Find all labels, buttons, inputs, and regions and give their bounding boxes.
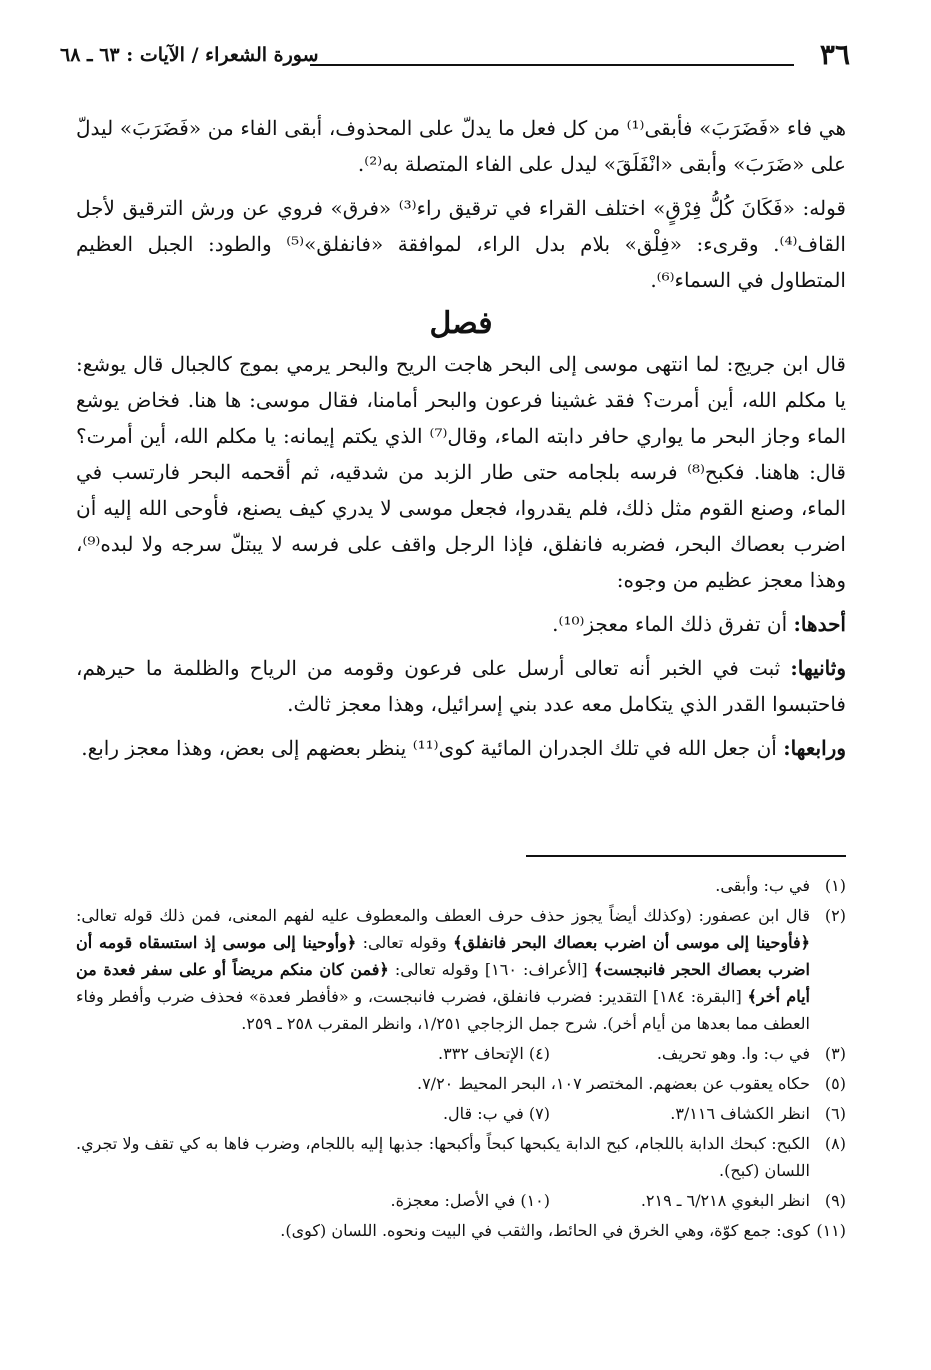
point-label-4: ورابعها: [783, 736, 846, 760]
footnote-number: (٤) [528, 1044, 550, 1063]
footnote-pair [76, 1100, 810, 1127]
footnote-text: في ب: وا. وهو تحريف. [656, 1044, 810, 1063]
footnote-text: الكبح: كبحك الدابة باللجام، كبح الدابة يكبحها كبحاً وأكبحها: جذبها إليه باللجام، وضرب فاها به كي تقف ولا تجري. اللسان (كبح). [76, 1134, 810, 1180]
footnote-text: الإتحاف ٣٣٢. [438, 1044, 524, 1063]
footnote-number: (٥) [824, 1074, 846, 1093]
paragraph-4 [76, 606, 846, 642]
footnote-8 [76, 1130, 846, 1184]
point-label-1: أحدها: [793, 612, 846, 636]
footnote-text: في ب: قال. [442, 1104, 524, 1123]
footnote-text-part: [البقرة: ١٨٤] التقدير: فضرب فانفلق، فضرب فانبجست، و «فأفطر فعدة» فحذف ضرب وأفطر وفاء العطف مما بعدها من أيام أخر). شرح جمل الزجاجي ١/٢٥١، وانظر المقرب ٢٥٨ ـ ٢٥٩. [76, 987, 810, 1033]
footnote-number: (٦) [824, 1104, 846, 1123]
quran-quote: ﴿فأوحينا إلى موسى أن اضرب بعصاك البحر فانفلق﴾ [453, 933, 811, 952]
footnote-number: (٢) [824, 906, 846, 925]
footnote-6-7 [76, 1100, 846, 1127]
paragraph-5 [76, 650, 846, 722]
footnote-number: (٩) [824, 1191, 846, 1210]
footnote-text: في الأصل: معجزة. [390, 1191, 516, 1210]
point-text-4: أن جعل الله في تلك الجدران المائية كوى⁽¹¹⁾ ينظر بعضهم إلى بعض، وهذا معجز رابع. [81, 736, 784, 760]
footnote-separator [526, 855, 846, 857]
footnote-text: حكاه يعقوب عن بعضهم. المختصر ١٠٧، البحر المحيط ٧/٢٠. [416, 1074, 810, 1093]
footnote-pair [76, 1040, 810, 1067]
footnote-number: (١١) [816, 1221, 846, 1240]
quran-quote: ﴿وأوحينا إلى موسى إذ استسقاه قومه أن اضرب بعصاك الحجر فانبجست﴾ [76, 933, 811, 979]
footnote-number: (٣) [824, 1044, 846, 1063]
footnote-number: (١٠) [520, 1191, 550, 1210]
footnote-text [76, 902, 810, 1037]
quran-quote: ﴿فمن كان منكم مريضاً أو على سفر فعدة من أيام أخر﴾ [76, 960, 810, 1006]
footnote-number: (٧) [528, 1104, 550, 1123]
footnote-text: كوى: جمع كوّة، وهي الخرق في الحائط، والثقب في البيت ونحوه. اللسان (كوى). [280, 1221, 810, 1240]
page-number: ٣٦ [819, 38, 850, 71]
footnotes [76, 872, 846, 1247]
point-text-1: أن تفرق ذلك الماء معجز⁽¹⁰⁾. [552, 612, 794, 636]
footnote-1 [76, 872, 846, 899]
header-rule [310, 64, 794, 66]
footnote-pair [76, 1187, 810, 1214]
paragraph-2: قوله: «فَكَانَ كُلُّ فِرْقٍ» اختلف القراء في ترقيق راء⁽³⁾ «فرق» فروي عن ورش الترقيق لأجل القاف⁽⁴⁾. وقرىء: «فِلْق» بلام بدل الراء، لموافقة «فانفلق»⁽⁵⁾ والطود: الجبل العظيم المتطاول في السماء⁽⁶⁾. [76, 196, 846, 292]
footnote-text-part: [الأعراف: ١٦٠] وقوله تعالى: [388, 960, 594, 979]
footnote-3-4 [76, 1040, 846, 1067]
footnote-text: انظر البغوي ٦/٢١٨ ـ ٢١٩. [640, 1191, 810, 1210]
footnote-text: في ب: وأبقى. [715, 876, 810, 895]
main-text [76, 110, 846, 774]
page-header [60, 38, 850, 72]
footnote-number: (١) [824, 876, 846, 895]
footnote-text-part: وقوله تعالى: [356, 933, 454, 952]
footnote-text-part: قال ابن عصفور: (وكذلك أيضاً يجوز حذف حرف العطف والمعطوف عليه لفهم المعنى، فمن ذلك قوله تعالى: [76, 906, 810, 925]
point-label-2: وثانيها: [790, 656, 846, 680]
section-heading: فصل [429, 306, 493, 341]
paragraph-6 [76, 730, 846, 766]
footnote-9-10 [76, 1187, 846, 1214]
footnote-text: انظر الكشاف ٣/١١٦. [670, 1104, 810, 1123]
paragraph-1: هي فاء «فَضَرَبَ» فأبقى⁽¹⁾ من كل فعل ما يدلّ على المحذوف، أبقى الفاء من «فَضَرَبَ» ليدلّ على «ضَرَبَ» وأبقى «انْفَلَقَ» ليدل على الفاء المتصلة به⁽²⁾. [76, 116, 846, 176]
footnote-2 [76, 902, 846, 1037]
running-title: سورة الشعراء / الآيات : ٦٣ ـ ٦٨ [60, 44, 319, 66]
paragraph-3: قال ابن جريج: لما انتهى موسى إلى البحر هاجت الريح والبحر يرمي بموج كالجبال قال يوشع: يا مكلم الله، أين أمرت؟ فقد غشينا فرعون والبحر أمامنا، فقال موسى: ها هنا. فخاض يوشع الماء وجاز البحر ما يواري حافر دابته الماء، وقال⁽⁷⁾ الذي يكتم إيمانه: يا مكلم الله، أين أمرت؟ قال: هاهنا. فكبح⁽⁸⁾ فرسه بلجامه حتى طار الزبد من شدقيه، ثم أقحمه البحر فارتسب في الماء، وصنع القوم مثل ذلك، فلم يقدروا، فجعل موسى لا يدري كيف يصنع، فأوحى الله إليه أن اضرب بعصاك البحر، فضربه فانفلق، فإذا الرجل واقف على فرسه لا يبتلّ سرجه ولا لبده⁽⁹⁾، وهذا معجز عظيم من وجوه: [76, 352, 847, 592]
footnote-number: (٨) [824, 1134, 846, 1153]
footnote-11 [76, 1217, 846, 1244]
footnote-5 [76, 1070, 846, 1097]
point-text-2: ثبت في الخبر أنه تعالى أرسل على فرعون وقومه من الرياح والظلمة ما حيرهم، فاحتبسوا القدر الذي يتكامل معه عدد بني إسرائيل، وهذا معجز ثالث. [76, 656, 846, 716]
